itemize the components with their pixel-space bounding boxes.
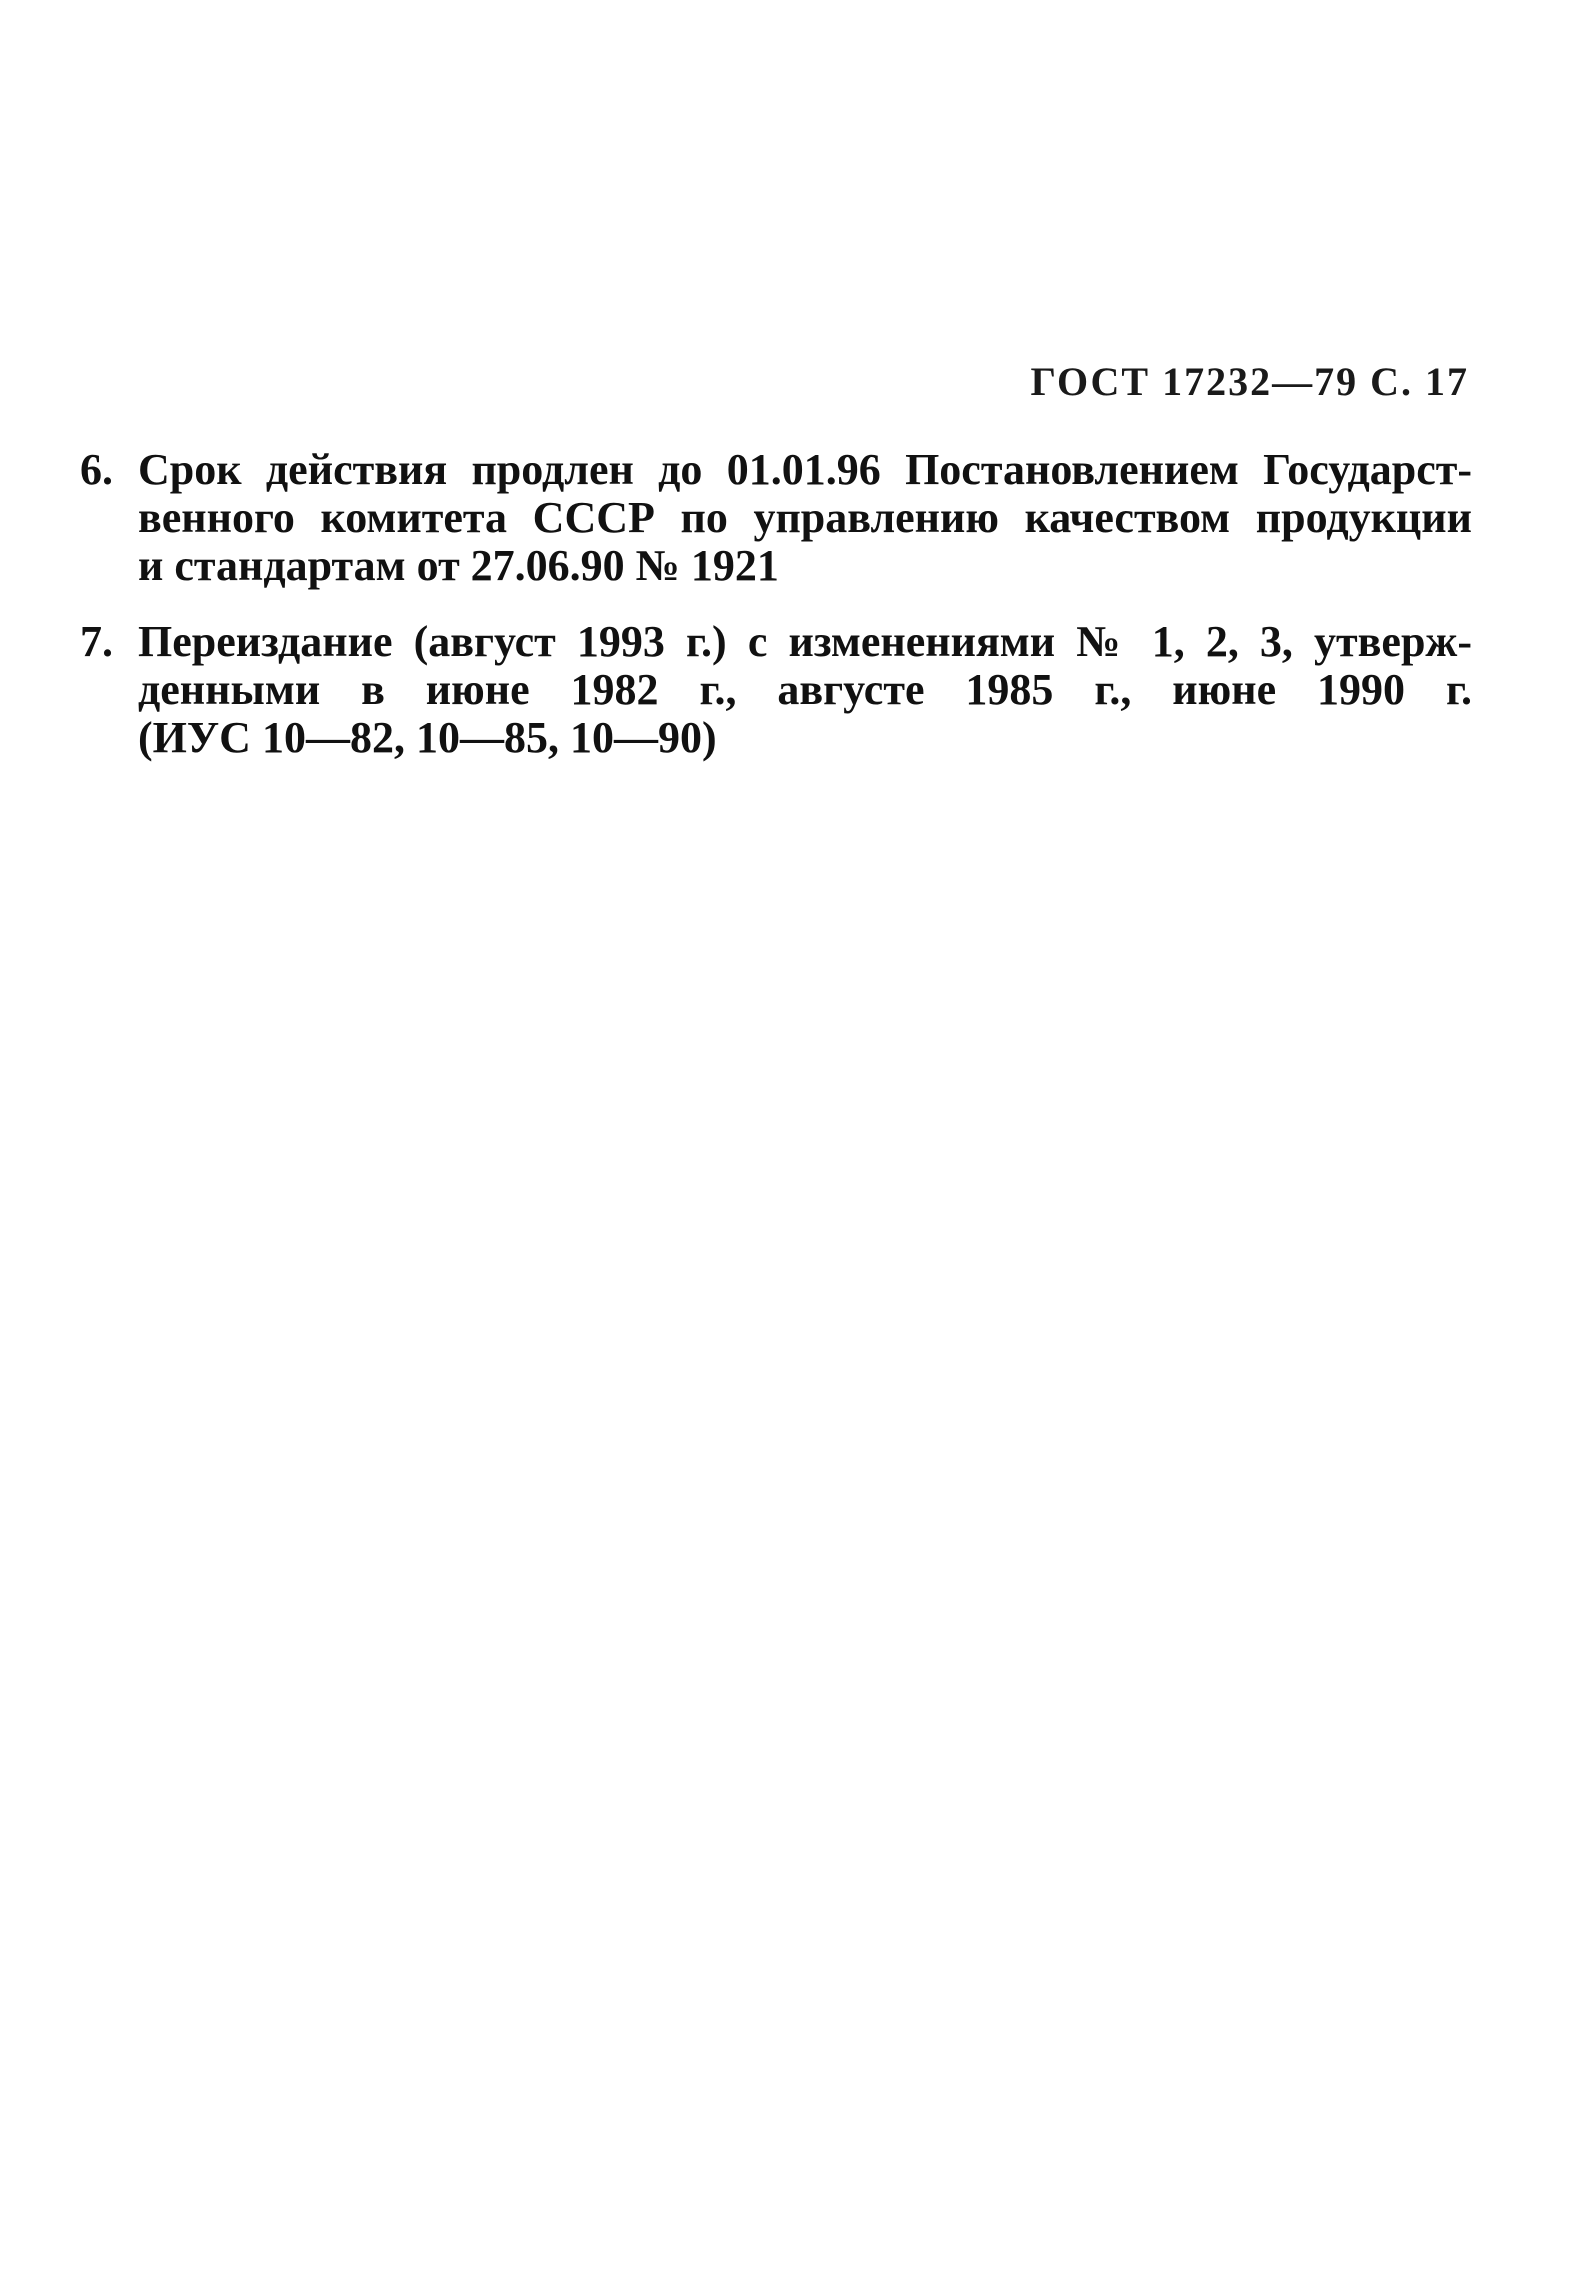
note-number: 6. [80,445,113,494]
note-text [138,618,1472,762]
note-line: Срок действия продлен до 01.01.96 Постановлением Государст- [138,445,1472,494]
note-line: венного комитета СССР по управлению качеством продукции [138,493,1472,542]
note-text [138,446,1472,590]
note-item-6 [80,446,1472,590]
note-line: денными в июне 1982 г., августе 1985 г., июне 1990 г. [138,665,1472,714]
notes-list [80,446,1472,790]
note-number: 7. [80,617,113,666]
note-line: и стандартам от 27.06.90 № 1921 [138,541,779,590]
note-item-7 [80,618,1472,762]
note-line: Переиздание (август 1993 г.) с изменениями № 1, 2, 3, утверж- [138,617,1472,666]
note-line: (ИУС 10—82, 10—85, 10—90) [138,713,717,762]
running-header: ГОСТ 17232—79 С. 17 [1030,359,1469,404]
